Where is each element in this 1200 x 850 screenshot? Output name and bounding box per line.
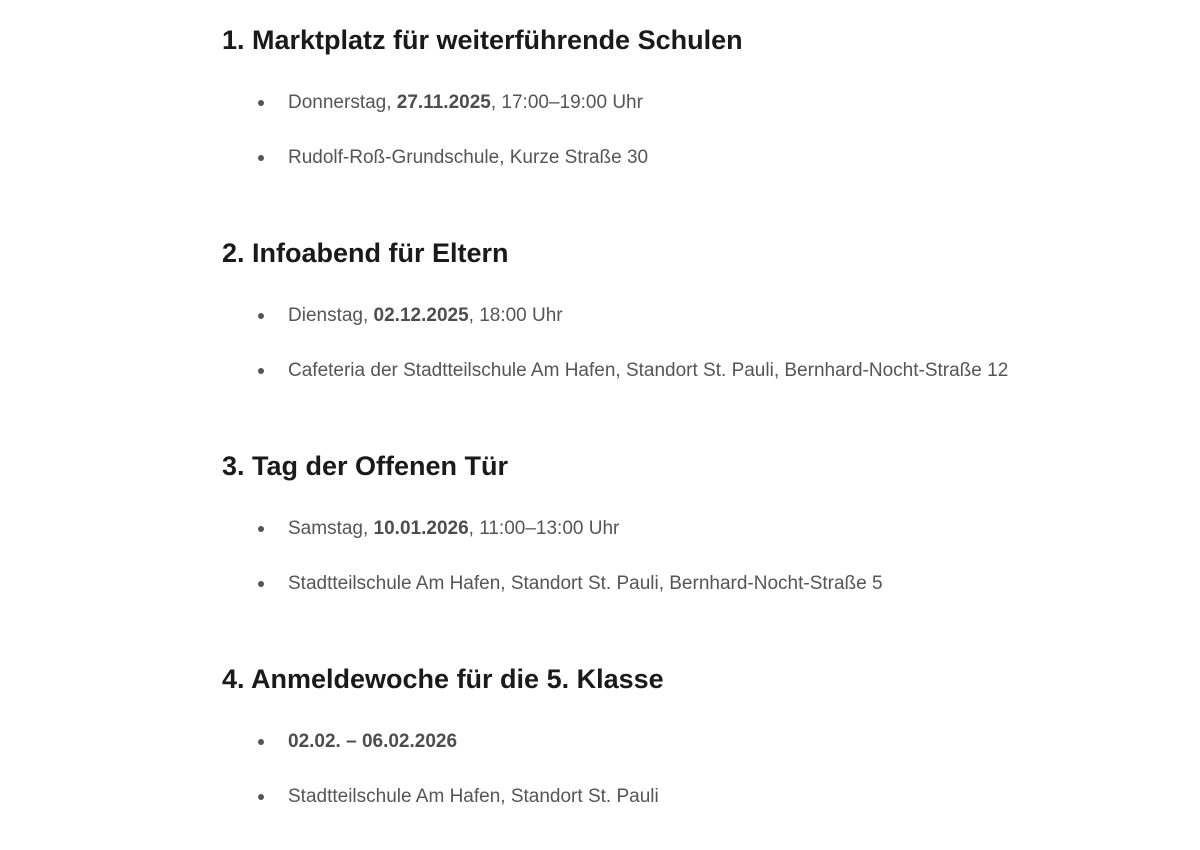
event-date-item bbox=[222, 305, 1170, 327]
event-section-3 bbox=[222, 450, 1170, 595]
detail-text: , 18:00 Uhr bbox=[468, 305, 563, 326]
event-date-item bbox=[222, 518, 1170, 540]
detail-text: Rudolf-Roß-Grundschule, Kurze Straße 30 bbox=[288, 147, 649, 168]
section-heading: 2. Infoabend für Eltern bbox=[222, 238, 509, 268]
detail-bold-text: 10.01.2026 bbox=[373, 518, 469, 539]
event-location-item bbox=[222, 360, 1170, 382]
event-details bbox=[222, 731, 1170, 808]
event-details bbox=[222, 305, 1170, 382]
event-location-item bbox=[222, 786, 1170, 808]
detail-text: Dienstag, bbox=[288, 305, 374, 326]
detail-bold-text: 27.11.2025 bbox=[396, 92, 491, 113]
detail-text: , 17:00–19:00 Uhr bbox=[490, 92, 643, 113]
detail-bold-text: 02.12.2025 bbox=[373, 305, 469, 326]
event-section-4 bbox=[222, 663, 1170, 808]
event-details bbox=[222, 92, 1170, 169]
detail-text: Stadtteilschule Am Hafen, Standort St. Pauli bbox=[288, 786, 659, 807]
event-section-2 bbox=[222, 237, 1170, 382]
detail-text: Stadtteilschule Am Hafen, Standort St. Pauli, Bernhard-Nocht-Straße 5 bbox=[288, 573, 883, 594]
detail-bold-text: 02.02. – 06.02.2026 bbox=[288, 731, 458, 752]
detail-text: Samstag, bbox=[288, 518, 374, 539]
event-date-item bbox=[222, 92, 1170, 114]
event-location-item bbox=[222, 573, 1170, 595]
section-heading: 1. Marktplatz für weiterführende Schulen bbox=[222, 25, 743, 55]
detail-text: Donnerstag, bbox=[288, 92, 397, 113]
section-heading: 3. Tag der Offenen Tür bbox=[222, 451, 509, 481]
event-location-item bbox=[222, 147, 1170, 169]
detail-text: Cafeteria der Stadtteilschule Am Hafen, Standort St. Pauli, Bernhard-Nocht-Straße 12 bbox=[288, 360, 1009, 381]
detail-text: , 11:00–13:00 Uhr bbox=[468, 518, 620, 539]
event-section-1 bbox=[222, 24, 1170, 169]
event-details bbox=[222, 518, 1170, 595]
event-date-item bbox=[222, 731, 1170, 753]
section-heading: 4. Anmeldewoche für die 5. Klasse bbox=[222, 664, 664, 694]
